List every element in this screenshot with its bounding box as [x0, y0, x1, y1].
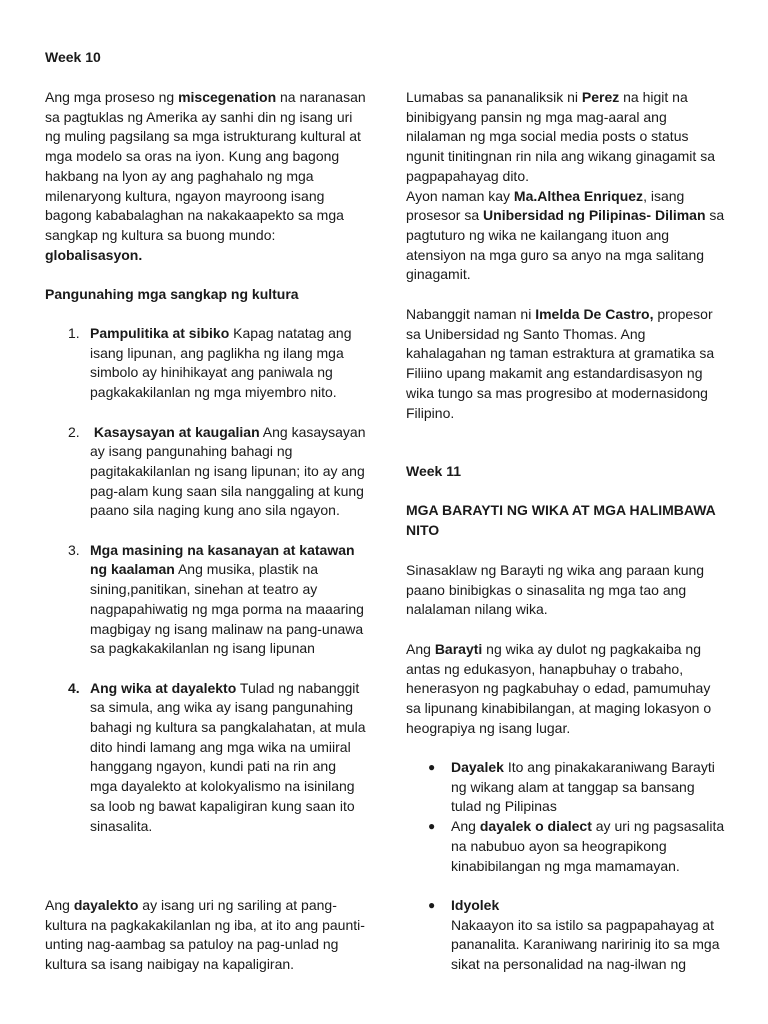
list-text: Kapag natatag ang isang lipunan, ang paglikha ng ilang mga simbolo ay hinihikayat ang paniwala ng pagkakakilanlan ng mga miyembro nito. — [90, 325, 352, 401]
dayalekto-text-2: ay isang uri ng sariling at pang-kultura na pagkakakilanlan ng iba, at ito ang paunti-unting nag-aambag sa patuloy na pag-unlad ng kultura sa isang naibigay na kapaligiran. — [45, 897, 365, 973]
intro-bold-miscegenation: miscegenation — [178, 89, 277, 105]
enriquez-text-1: Ayon naman kay — [406, 187, 514, 204]
list-term: Mga masining na kasanayan at katawan ng kaalaman — [90, 541, 355, 578]
perez-text-2: na higit na binibigyang pansin ng mga mag-aaral ang nilalaman ng mga social media posts o status ngunit tinitingnan rin nila ang wikang ginagamit sa pagpapahayag dito. — [406, 89, 715, 184]
list-number: 1. — [68, 325, 80, 341]
barayti-text-2: ng wika ay dulot ng pagkakaiba ng antas ng edukasyon, hanapbuhay o trabaho, henerasyon ng pagkabuhay o edad, pamumuhay sa lipunang kinabibilangan, at maging lokasyon o heograpiya ng isang lugar. — [406, 641, 712, 736]
enriquez-paragraph — [406, 187, 728, 286]
perez-bold: Perez — [581, 89, 620, 105]
barayti-text-1: Ang — [406, 641, 435, 657]
list-item — [406, 896, 728, 975]
bullet-icon: ● — [428, 819, 436, 834]
bullet-text: ay uri ng pagsasalita na nabubuo ayon sa heograpikong kinabibilangan ng mga mamamayan. — [451, 818, 725, 874]
list-term: Ang wika at dayalekto — [90, 679, 237, 696]
culture-components-heading: Pangunahing mga sangkap ng kultura — [45, 286, 299, 302]
de-castro-paragraph — [406, 305, 728, 423]
dayalekto-paragraph — [45, 896, 367, 975]
idyolek-text: Nakaayon ito sa istilo sa pagpapahayag at pananalita. Karaniwang naririnig ito sa mga sikat na personalidad na nag-ilwan ng — [451, 916, 720, 973]
list-item — [45, 324, 367, 403]
intro-text-1: Ang mga proseso ng — [45, 89, 179, 105]
enriquez-bold: Ma.Althea Enriquez — [513, 187, 644, 204]
barayti-heading: MGA BARAYTI NG WIKA AT MGA HALIMBAWA NITO — [406, 502, 716, 538]
bullet-text: Ito ang pinakakaraniwang Barayti ng wikang alam at tanggap sa bansang tulad ng Pilipinas — [451, 759, 715, 815]
dayalek-bullet-list — [406, 758, 728, 876]
list-item — [45, 423, 367, 522]
list-item — [45, 679, 367, 837]
list-number: 2. — [68, 423, 80, 440]
intro-bold-globalisasyon: globalisasyon. — [45, 246, 143, 263]
bullet-term: Dayalek — [451, 759, 504, 775]
list-item — [406, 817, 728, 876]
enriquez-text-3: sa pagtuturo ng wika ne kailangang ituon ang atensiyon na mga guro sa anyo na mga salitang ginagamit. — [406, 207, 725, 283]
list-item — [406, 758, 728, 817]
list-item — [45, 541, 367, 659]
list-term: Pampulitika at sibiko — [90, 325, 230, 341]
barayti-paragraph — [406, 640, 728, 739]
week-11-heading: Week 11 — [406, 463, 462, 479]
decastro-text-1: Nabanggit naman ni — [406, 306, 536, 322]
idyolek-term: Idyolek — [451, 897, 500, 913]
list-text: Tulad ng nabanggit sa simula, ang wika ay isang pangunahing bahagi ng kultura sa pangkalahatan, at mula dito hindi lamang ang mga wika na umiiral hanggang ngayon, kundi pati na rin ang mga dayalekto at kolokyalismo na isinilang sa loob ng bawat kapaligiran kung saan ito sinasalita. — [90, 679, 366, 834]
week-10-heading: Week 10 — [45, 49, 101, 65]
list-number: 4. — [68, 679, 80, 696]
barayti-bold: Barayti — [434, 641, 483, 657]
idyolek-bullet-list — [406, 896, 728, 975]
enriquez-text-2: , isang prosesor sa — [406, 187, 685, 224]
dayalekto-bold: dayalekto — [73, 897, 139, 913]
decastro-bold: Imelda De Castro, — [535, 306, 654, 322]
decastro-text-2: propesor sa Unibersidad ng Santo Thomas. Ang kahalagahan ng taman estraktura at gramatika sa Filiino upang makamit ang estandardisasyon ng wika tungo sa mas progresibo at modernasidong Filipino. — [406, 306, 715, 421]
intro-text-2: na naranasan sa pagtuklas ng Amerika ay sanhi din ng isang uri ng muling pagsilang sa mga istrukturang kultural at mga modelo sa oras na iyon. Kung ang bagong hakbang na lyon ay ang paghahalo ng mga milenaryong kultura, ngayon mayroong isang bagong kababalaghan na nakakaapekto sa mga sangkap ng kultura sa buong mundo: — [45, 89, 366, 243]
dayalekto-text-1: Ang — [45, 897, 74, 913]
bullet-icon: ● — [428, 898, 436, 912]
bullet-icon: ● — [428, 760, 436, 774]
bullet-term: dayalek o dialect — [479, 818, 592, 835]
perez-text-1: Lumabas sa pananaliksik ni — [406, 89, 582, 105]
up-diliman-bold: Unibersidad ng Pilipinas- Diliman — [483, 207, 706, 224]
bullet-pre: Ang — [451, 818, 480, 835]
intro-paragraph — [45, 88, 367, 265]
list-text: Ang kasaysayan ay isang pangunahing bahagi ng pagitakakilanlan ng isang lipunan; ito ay ang pag-alam kung saan sila nanggaling at kung paano sila naging kung ano sila ngayon. — [90, 423, 366, 519]
sinasaklaw-paragraph: Sinasaklaw ng Barayti ng wika ang paraan kung paano binibigkas o sinasalita ng mga tao ang nalalaman nilang wika. — [406, 562, 705, 618]
list-term: Kasaysayan at kaugalian — [93, 423, 260, 440]
list-text: Ang musika, plastik na sining,panitikan, sinehan at teatro ay nagpapahiwatig ng mga porma na maaaring magbigay ng isang malinaw na pang-unawa sa pagkakakilanlan ng isang lipunan — [90, 561, 364, 657]
culture-components-list — [45, 324, 367, 836]
perez-paragraph — [406, 88, 728, 187]
research-paragraph — [406, 88, 728, 285]
list-number: 3. — [68, 541, 80, 558]
